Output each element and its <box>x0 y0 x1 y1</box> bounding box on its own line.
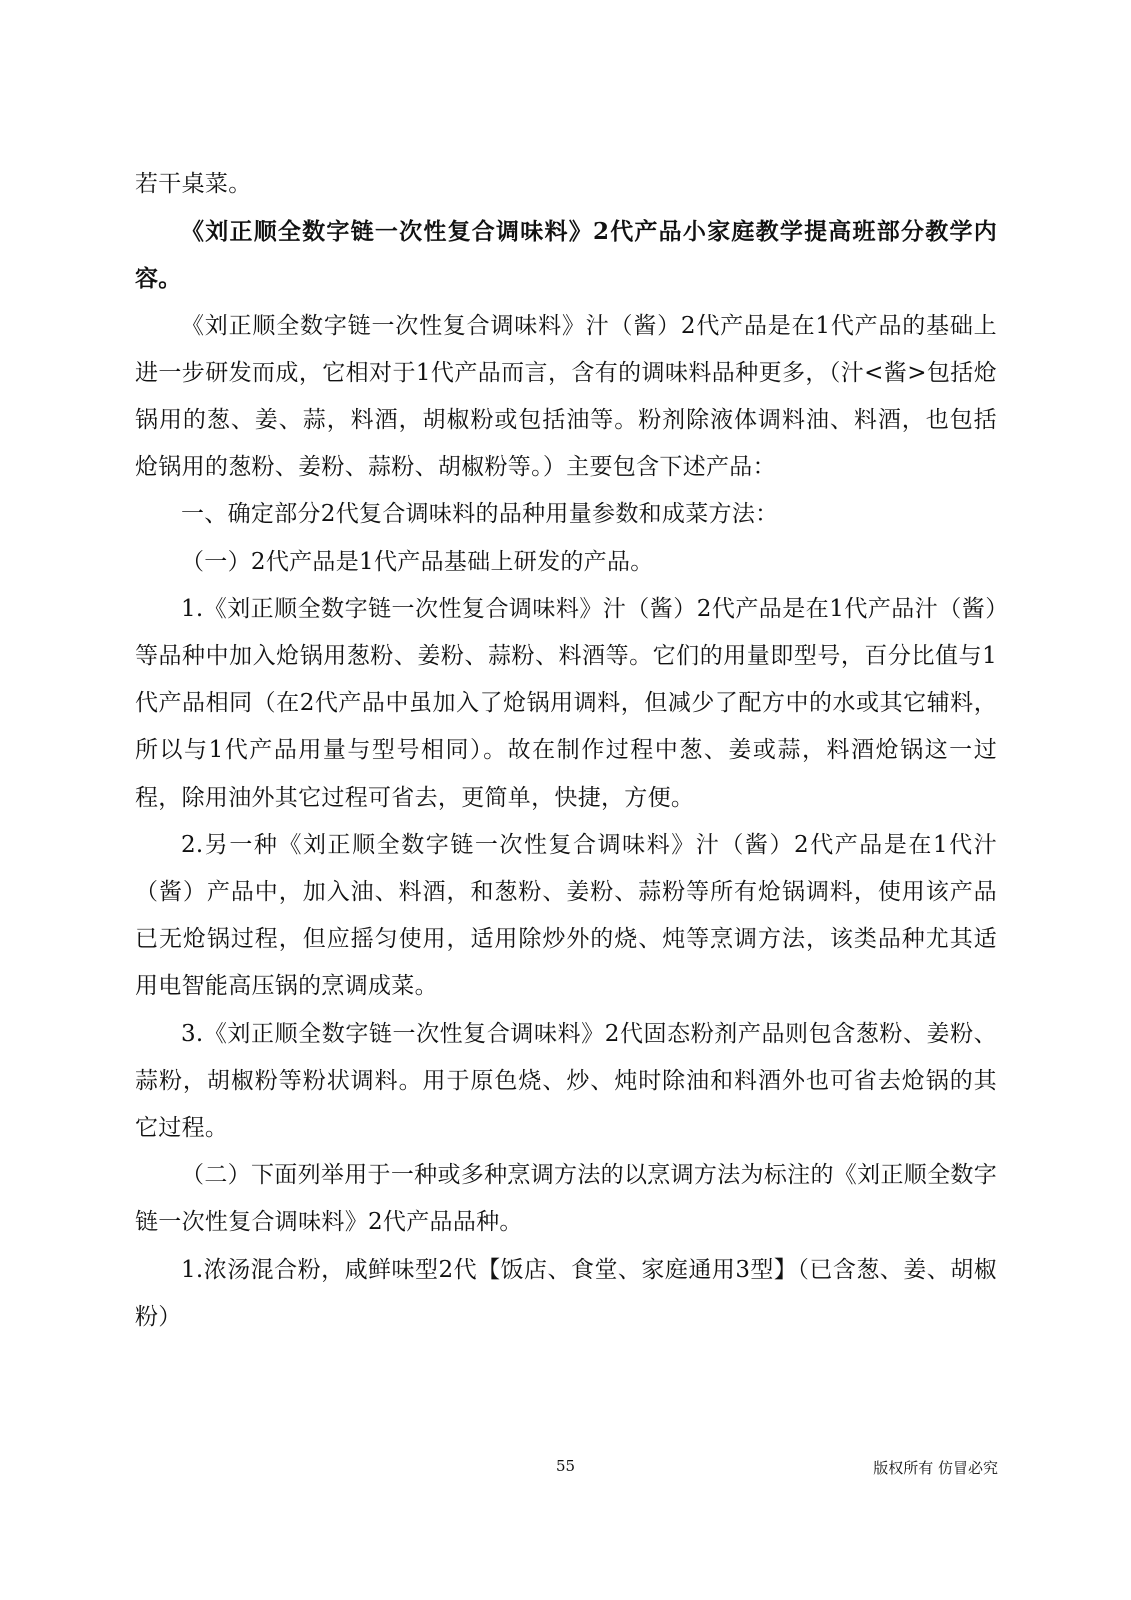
paragraph: 若干桌菜。 <box>135 171 252 197</box>
paragraph: 2.另一种《刘正顺全数字链一次性复合调味料》汁（酱）2代产品是在1代汁（酱）产品中，加入油、料酒，和葱粉、姜粉、蒜粉等所有炝锅调料，使用该产品已无炝锅过程，但应摇匀使用，适用除炒外的烧、炖等烹调方法，该类品种尤其适用电智能高压锅的烹调成菜。 <box>135 831 997 1000</box>
paragraph: 1.浓汤混合粉，咸鲜味型2代【饭店、食堂、家庭通用3型】（已含葱、姜、胡椒粉） <box>135 1256 997 1330</box>
paragraph: （一）2代产品是1代产品基础上研发的产品。 <box>181 548 654 575</box>
paragraph: （二）下面列举用于一种或多种烹调方法的以烹调方法为标注的《刘正顺全数字链一次性复合调味料》2代产品品种。 <box>135 1162 997 1236</box>
paragraph: 《刘正顺全数字链一次性复合调味料》2代产品小家庭教学提高班部分教学内容。 <box>135 218 997 293</box>
copyright-notice: 版权所有 仿冒必究 <box>873 1459 998 1477</box>
body-text <box>135 161 997 1341</box>
page-number: 55 <box>555 1457 576 1475</box>
paragraph: 一、确定部分2代复合调味料的品种用量参数和成菜方法： <box>181 501 779 528</box>
paragraph: 3.《刘正顺全数字链一次性复合调味料》2代固态粉剂产品则包含葱粉、姜粉、蒜粉，胡椒粉等粉状调料。用于原色烧、炒、炖时除油和料酒外也可省去炝锅的其它过程。 <box>135 1020 997 1142</box>
paragraph: 《刘正顺全数字链一次性复合调味料》汁（酱）2代产品是在1代产品的基础上进一步研发而成，它相对于1代产品而言，含有的调味料品种更多，（汁<酱>包括炝锅用的葱、姜、蒜，料酒，胡椒粉或包括油等。粉剂除液体调料油、料酒，也包括炝锅用的葱粉、姜粉、蒜粉、胡椒粉等。）主要包含下述产品： <box>135 312 997 481</box>
paragraph: 1.《刘正顺全数字链一次性复合调味料》汁（酱）2代产品是在1代产品汁（酱）等品种中加入炝锅用葱粉、姜粉、蒜粉、料酒等。它们的用量即型号，百分比值与1代产品相同（在2代产品中虽加入了炝锅用调料，但减少了配方中的水或其它辅料，所以与1代产品用量与型号相同）。故在制作过程中葱、姜或蒜，料酒炝锅这一过程，除用油外其它过程可省去，更简单，快捷，方便。 <box>135 595 997 811</box>
